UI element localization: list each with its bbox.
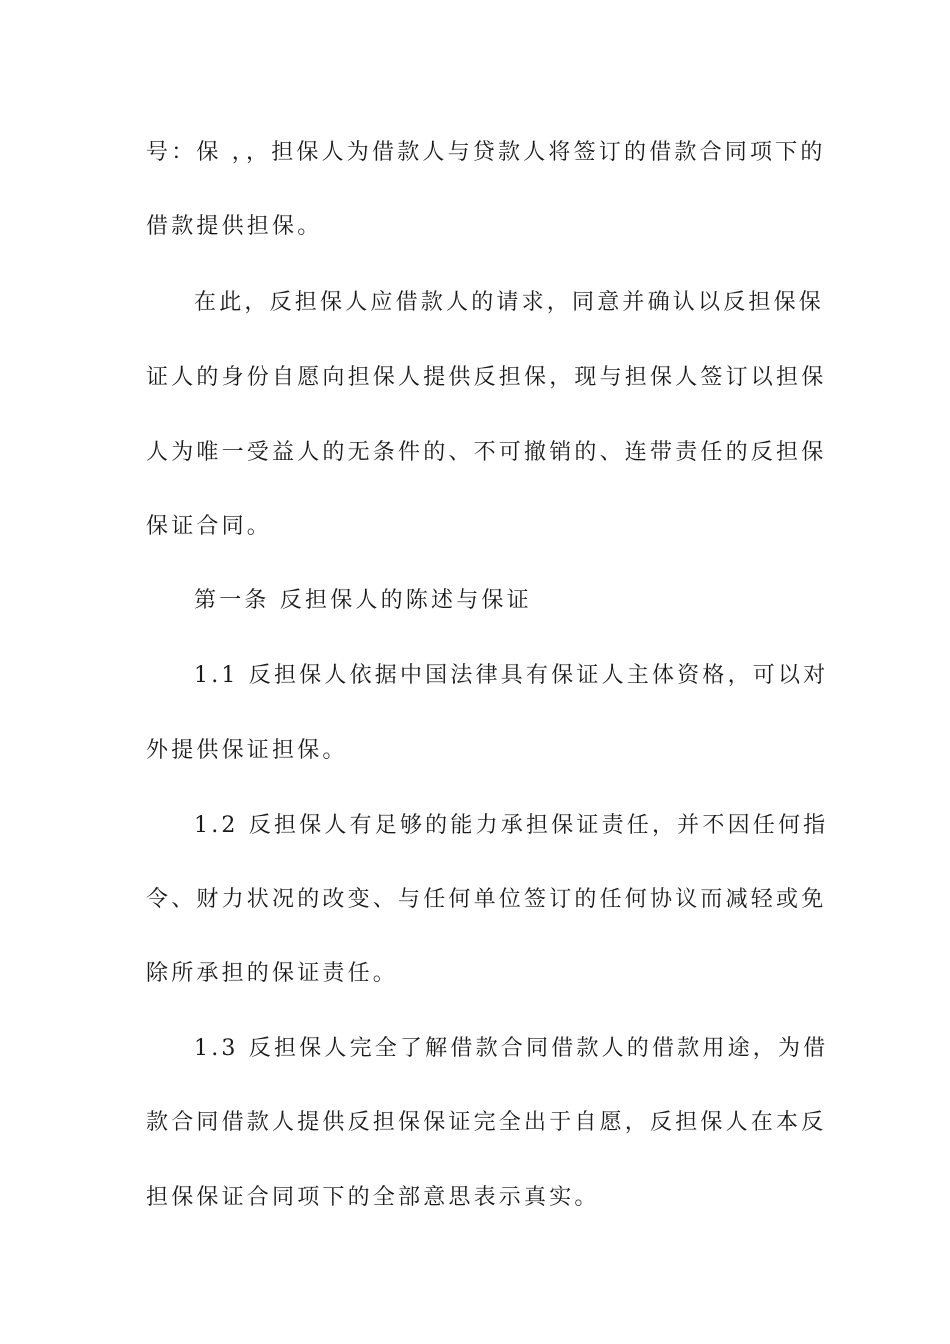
paragraph-line: 借款提供担保。	[146, 214, 323, 239]
paragraph-line: 除所承担的保证责任。	[146, 961, 399, 986]
paragraph-line: 号：保 ，，担保人为借款人与贷款人将签订的借款合同项下的	[146, 140, 826, 165]
paragraph-line: 1.2 反担保人有足够的能力承担保证责任，并不因任何指	[194, 813, 829, 838]
paragraph-line: 款合同借款人提供反担保保证完全出于自愿，反担保人在本反	[146, 1110, 827, 1135]
paragraph-line: 证人的身份自愿向担保人提供反担保，现与担保人签订以担保	[146, 365, 827, 390]
paragraph-line: 在此，反担保人应借款人的请求，同意并确认以反担保保	[194, 290, 825, 315]
paragraph-line: 外提供保证担保。	[146, 738, 348, 763]
paragraph-line: 担保保证合同项下的全部意思表示真实。	[146, 1185, 600, 1210]
paragraph-line: 令、财力状况的改变、与任何单位签订的任何协议而减轻或免	[146, 887, 827, 912]
paragraph-line: 保证合同。	[146, 514, 273, 539]
paragraph-line: 人为唯一受益人的无条件的、不可撤销的、连带责任的反担保	[146, 440, 827, 465]
section-heading: 第一条 反担保人的陈述与保证	[194, 588, 532, 613]
paragraph-line: 1.1 反担保人依据中国法律具有保证人主体资格，可以对	[194, 663, 829, 688]
paragraph-line: 1.3 反担保人完全了解借款合同借款人的借款用途，为借	[194, 1036, 829, 1061]
